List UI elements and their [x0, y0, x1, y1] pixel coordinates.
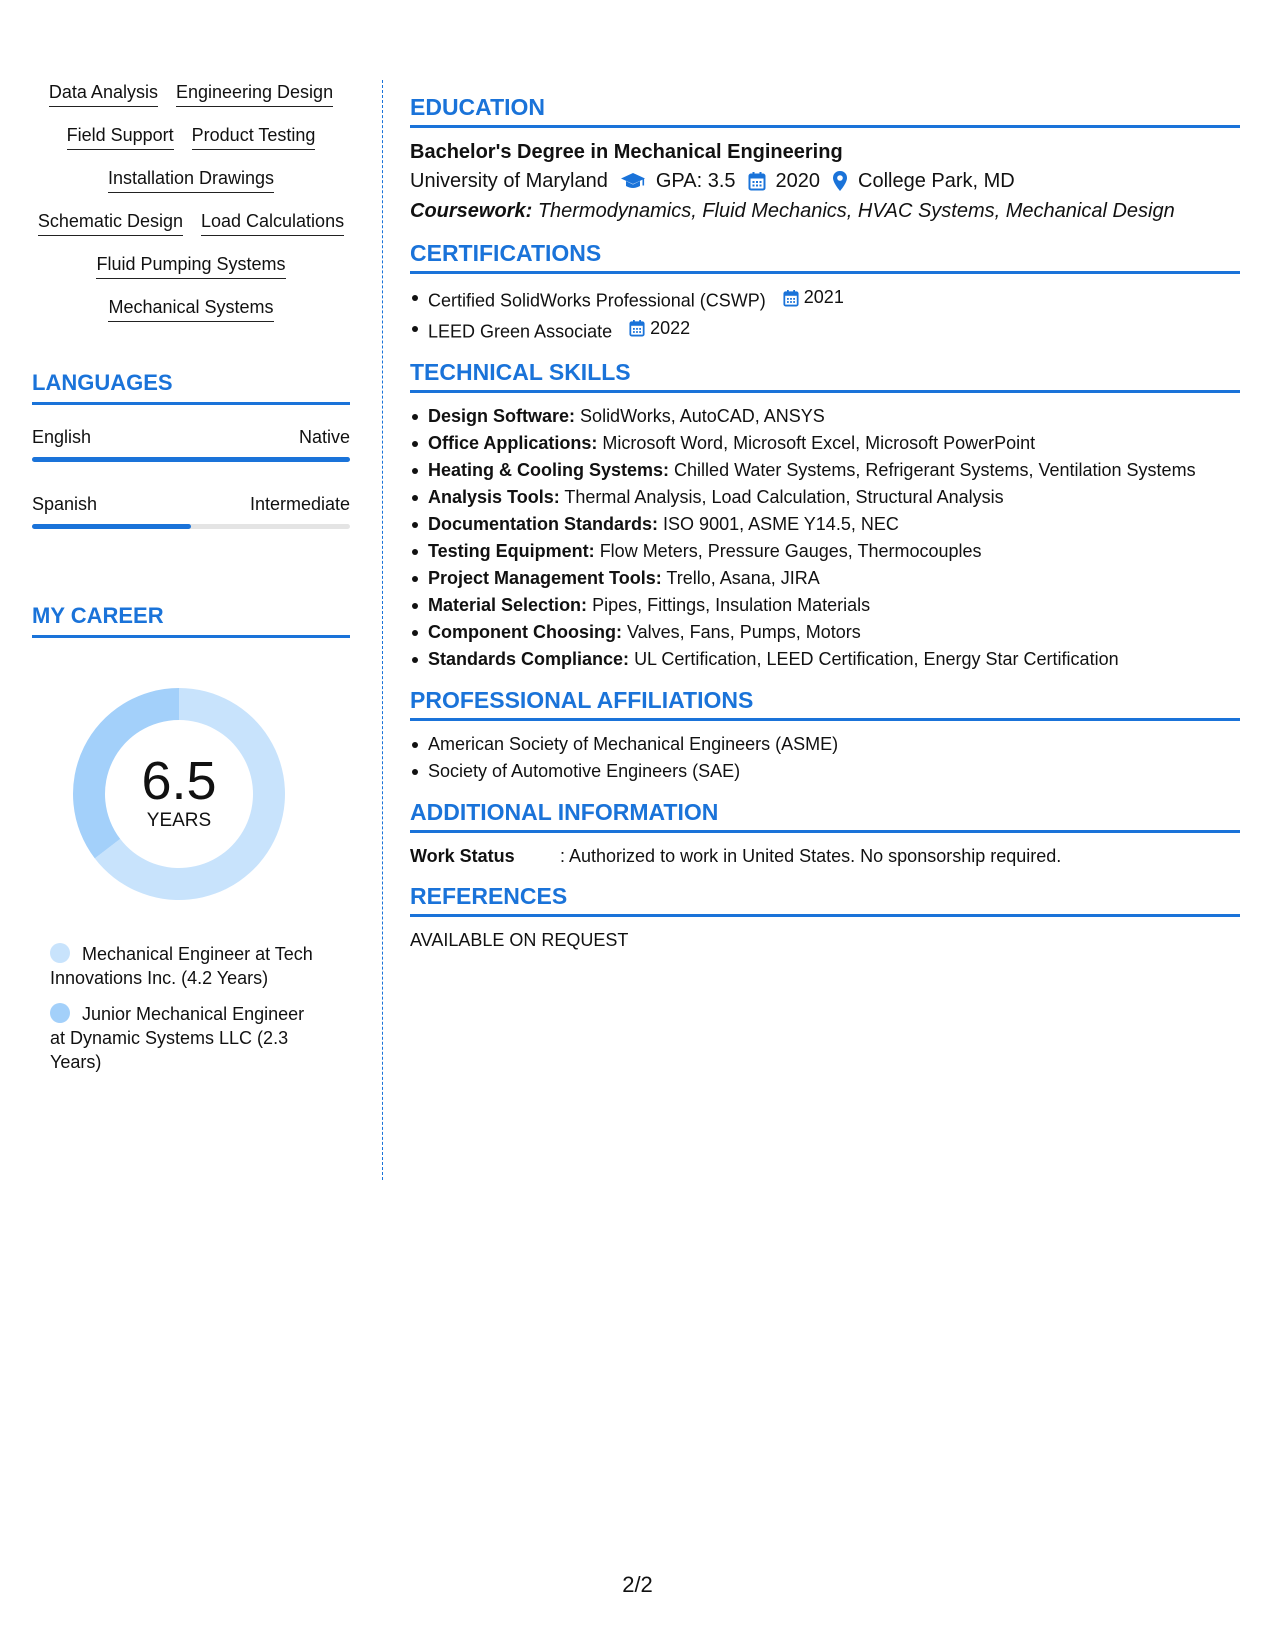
work-status-value: : Authorized to work in United States. No sponsorship required.: [560, 846, 1062, 866]
career-total-years: 6.5: [141, 751, 217, 811]
skill-category: Documentation Standards:: [428, 514, 659, 534]
technical-skill-item: [410, 511, 1240, 538]
skill-category: Component Choosing:: [428, 622, 622, 642]
career-legend-item: [50, 1002, 322, 1074]
skill-category: Office Applications:: [428, 433, 598, 453]
skill-category: Design Software:: [428, 406, 576, 426]
certification-year: 2022: [650, 317, 691, 338]
graduation-cap-icon: [620, 171, 646, 191]
skill-category: Heating & Cooling Systems:: [428, 460, 670, 480]
skill-values: UL Certification, LEED Certification, Energy Star Certification: [634, 649, 1119, 669]
technical-skill-item: [410, 592, 1240, 619]
skill-values: SolidWorks, AutoCAD, ANSYS: [580, 406, 825, 426]
language-item: [32, 427, 350, 462]
skill-tag: Field Support: [67, 123, 174, 150]
work-status-row: [410, 843, 1240, 869]
technical-skill-item: [410, 646, 1240, 673]
additional-info-section: [410, 799, 1240, 869]
certification-item: [410, 284, 1240, 315]
language-proficiency-fill: [32, 524, 191, 529]
school-location: College Park, MD: [858, 170, 1015, 192]
legend-dot-icon: [50, 943, 70, 963]
career-legend-label: Mechanical Engineer at Tech Innovations Inc. (4.2 Years): [50, 944, 313, 988]
calendar-icon: [783, 289, 799, 307]
skill-category: Standards Compliance:: [428, 649, 630, 669]
degree-title: Bachelor's Degree in Mechanical Engineering: [410, 141, 843, 163]
skill-tag: Schematic Design: [38, 209, 183, 236]
career-legend-item: [50, 942, 322, 990]
page-number: 2/2: [622, 1572, 653, 1597]
education-details: [410, 166, 1240, 196]
graduation-year: 2020: [775, 170, 821, 192]
career-legend: [32, 942, 322, 1074]
coursework: [410, 196, 1240, 226]
calendar-icon: [748, 171, 766, 191]
school-name: University of Maryland: [410, 170, 608, 192]
career-heading: MY CAREER: [32, 603, 350, 638]
skill-tag: Fluid Pumping Systems: [96, 252, 285, 279]
skill-values: Trello, Asana, JIRA: [666, 568, 820, 588]
education-heading: EDUCATION: [410, 94, 1240, 128]
skill-values: ISO 9001, ASME Y14.5, NEC: [663, 514, 899, 534]
certification-name: Certified SolidWorks Professional (CSWP): [428, 290, 766, 311]
gpa: GPA: 3.5: [655, 170, 736, 192]
affiliation-item: Society of Automotive Engineers (SAE): [410, 758, 1240, 785]
skill-values: Valves, Fans, Pumps, Motors: [626, 622, 861, 642]
technical-skill-item: [410, 538, 1240, 565]
certifications-section: [410, 240, 1240, 345]
skill-tag: Load Calculations: [201, 209, 344, 236]
skill-category: Material Selection:: [428, 595, 588, 615]
technical-skill-item: [410, 457, 1240, 484]
references-heading: REFERENCES: [410, 883, 1240, 917]
technical-skill-item: [410, 484, 1240, 511]
certifications-heading: CERTIFICATIONS: [410, 240, 1240, 274]
education-section: [410, 94, 1240, 226]
technical-skills-section: [410, 359, 1240, 673]
additional-info-heading: ADDITIONAL INFORMATION: [410, 799, 1240, 833]
skills-tags: [32, 80, 350, 322]
languages-heading: LANGUAGES: [32, 370, 350, 405]
technical-skills-heading: TECHNICAL SKILLS: [410, 359, 1240, 393]
skill-tag: Engineering Design: [176, 80, 333, 107]
skill-tag: Data Analysis: [49, 80, 158, 107]
calendar-icon: [629, 319, 645, 337]
technical-skill-item: [410, 619, 1240, 646]
legend-dot-icon: [50, 1003, 70, 1023]
skill-values: Thermal Analysis, Load Calculation, Structural Analysis: [564, 487, 1004, 507]
certification-item: [410, 315, 1240, 346]
language-name: Spanish: [32, 494, 98, 514]
language-level: Intermediate: [249, 494, 350, 514]
language-proficiency-bar: [32, 524, 350, 529]
skill-category: Project Management Tools:: [428, 568, 662, 588]
technical-skill-item: [410, 403, 1240, 430]
language-proficiency-fill: [32, 457, 350, 462]
skill-category: Testing Equipment:: [428, 541, 595, 561]
career-total-unit: YEARS: [146, 810, 212, 831]
language-level: Native: [298, 427, 350, 447]
technical-skill-item: [410, 430, 1240, 457]
skill-values: Microsoft Word, Microsoft Excel, Microsoft PowerPoint: [602, 433, 1036, 453]
skill-category: Analysis Tools:: [428, 487, 560, 507]
certification-year: 2021: [803, 287, 844, 307]
work-status-label: Work Status: [410, 846, 515, 866]
language-item: [32, 494, 350, 529]
certification-name: LEED Green Associate: [428, 321, 613, 341]
affiliations-heading: PROFESSIONAL AFFILIATIONS: [410, 687, 1240, 721]
language-proficiency-bar: [32, 457, 350, 462]
affiliations-section: [410, 687, 1240, 785]
coursework-label: Coursework:: [410, 200, 533, 222]
map-pin-icon: [832, 170, 848, 192]
coursework-list: Thermodynamics, Fluid Mechanics, HVAC Systems, Mechanical Design: [537, 200, 1175, 222]
skill-values: Chilled Water Systems, Refrigerant Systems, Ventilation Systems: [674, 460, 1196, 480]
language-name: English: [32, 427, 92, 447]
skill-tag: Mechanical Systems: [108, 295, 273, 322]
skill-tag: Installation Drawings: [108, 166, 274, 193]
technical-skill-item: [410, 565, 1240, 592]
career-donut-chart: [67, 682, 291, 906]
skill-values: Flow Meters, Pressure Gauges, Thermocouples: [599, 541, 982, 561]
affiliation-item: American Society of Mechanical Engineers (ASME): [410, 731, 1240, 758]
skill-values: Pipes, Fittings, Insulation Materials: [592, 595, 871, 615]
right-column: [410, 94, 1240, 967]
references-section: [410, 883, 1240, 953]
references-text: AVAILABLE ON REQUEST: [410, 930, 629, 950]
left-column: [32, 80, 350, 1086]
column-divider: [382, 80, 383, 1180]
career-legend-label: Junior Mechanical Engineer at Dynamic Systems LLC (2.3 Years): [50, 1004, 305, 1072]
skill-tag: Product Testing: [192, 123, 316, 150]
